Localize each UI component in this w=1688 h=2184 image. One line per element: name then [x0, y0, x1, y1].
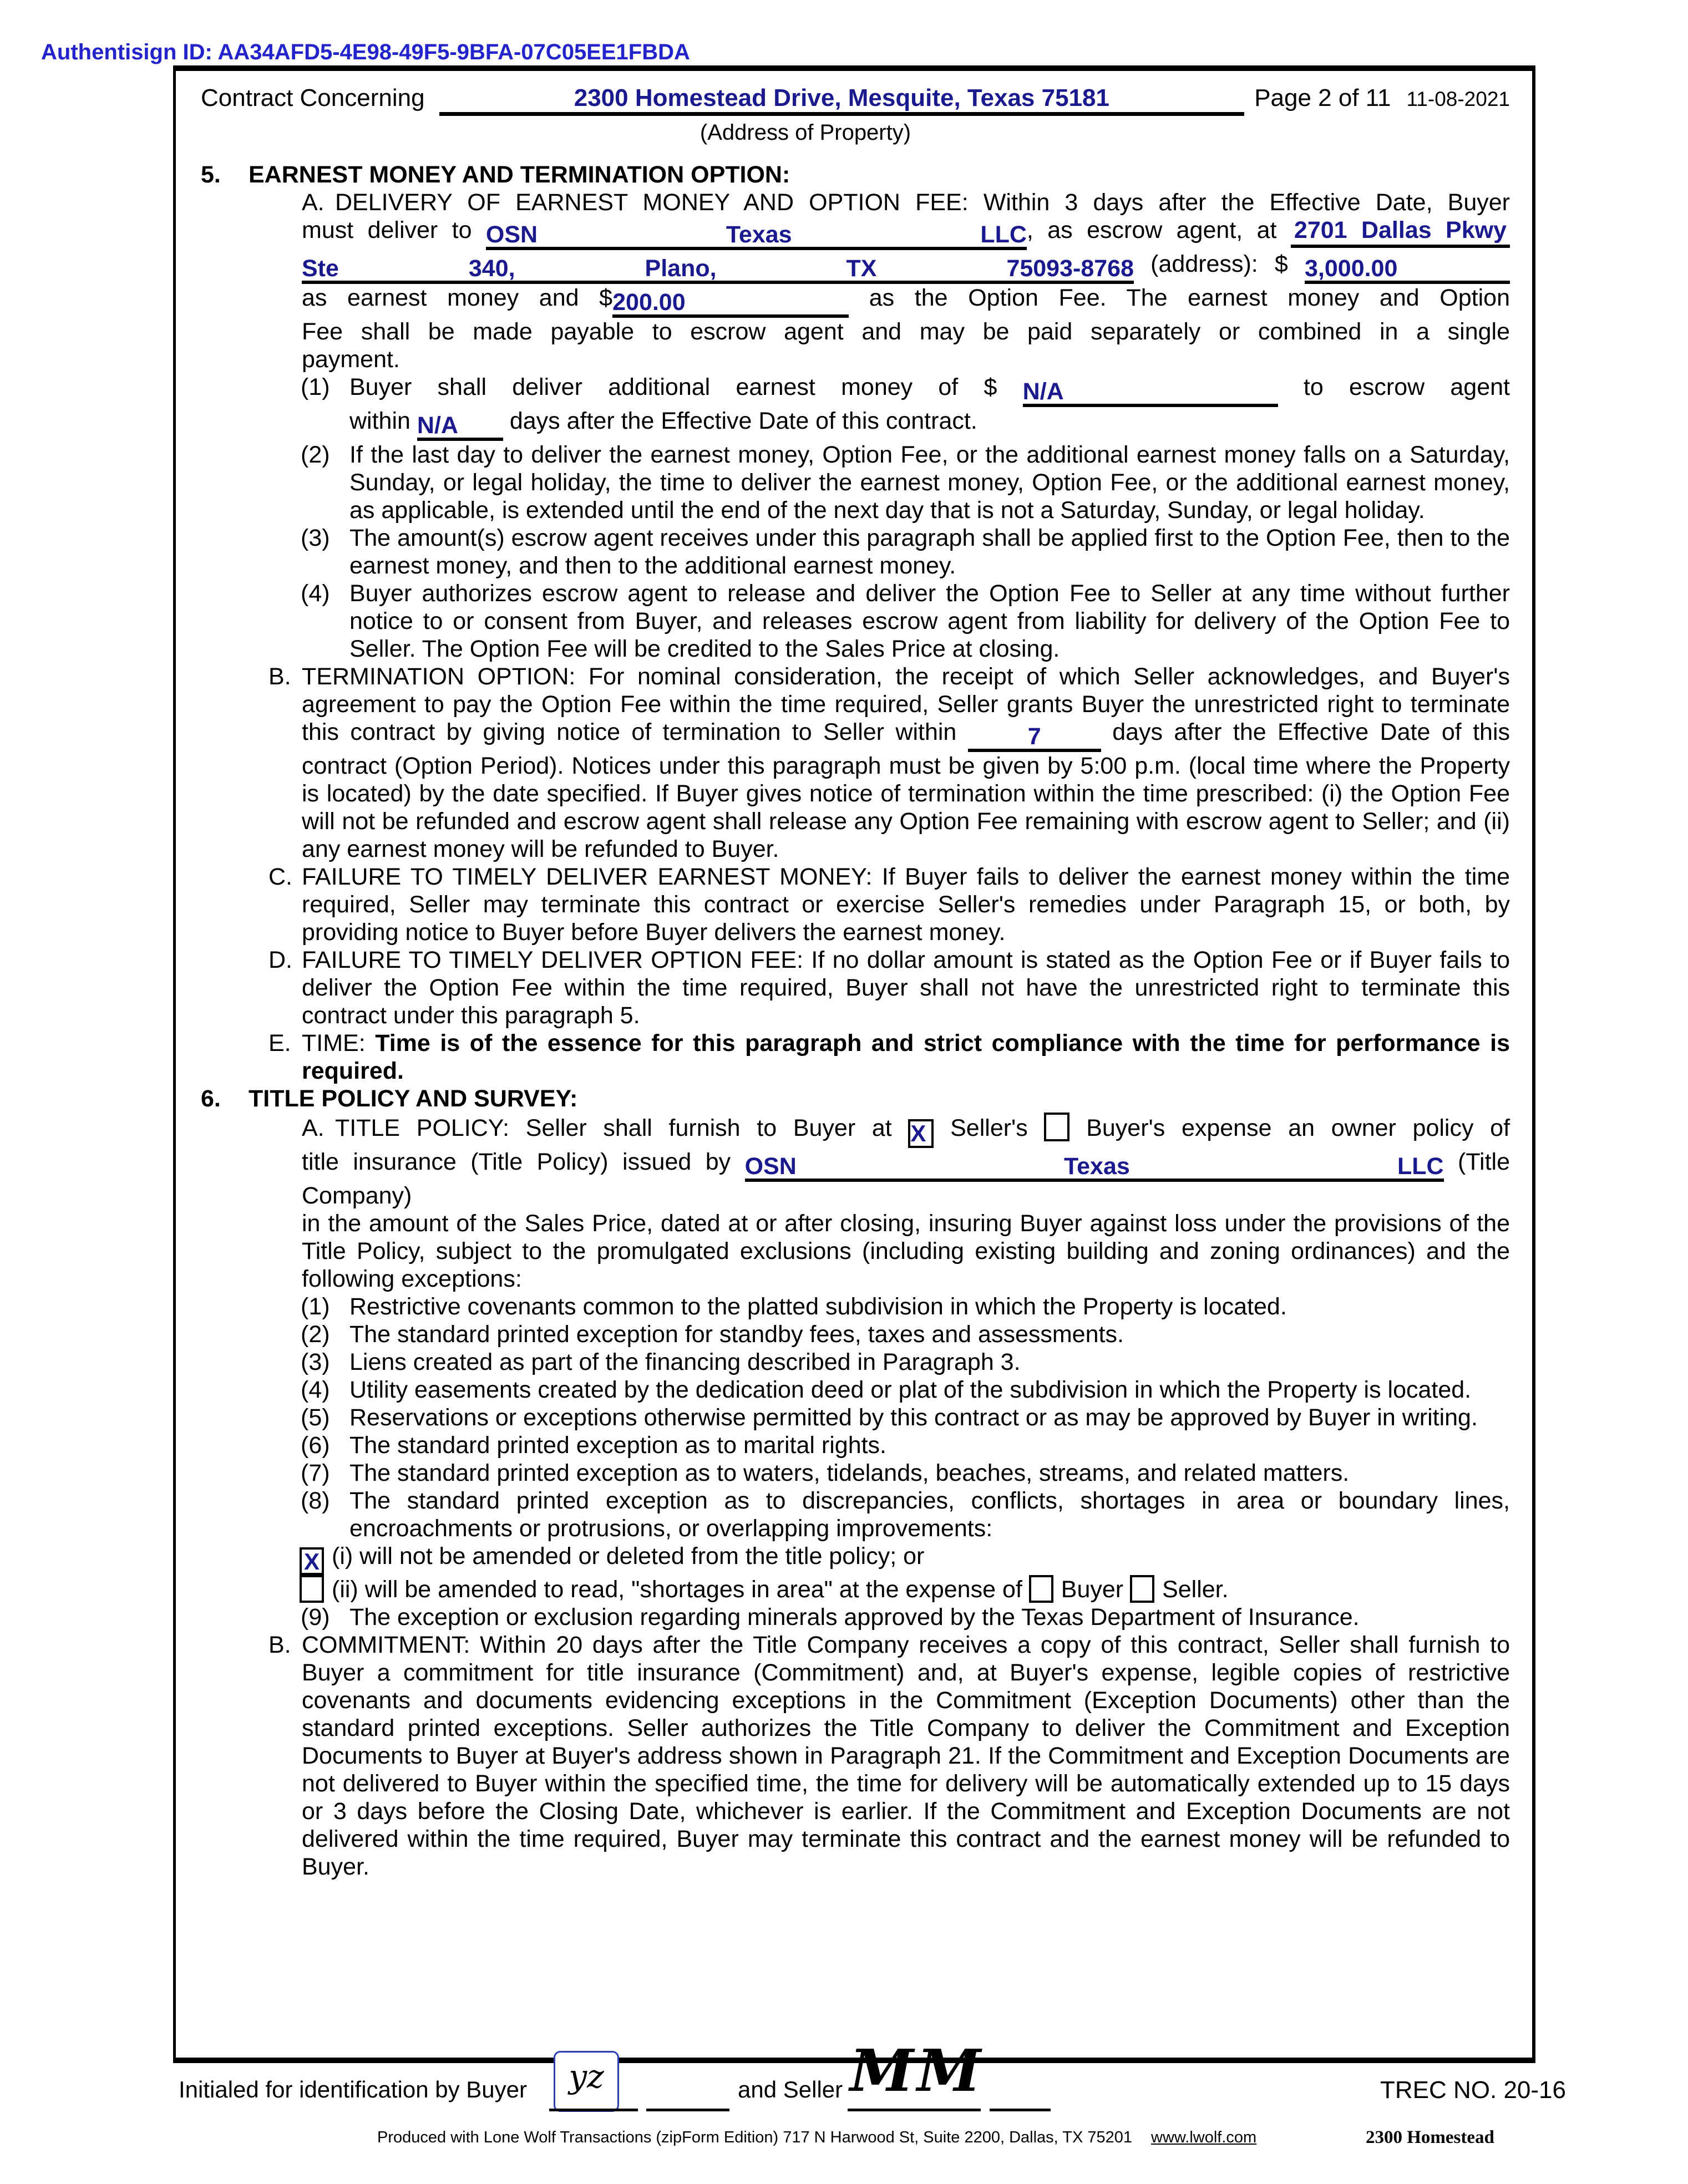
- para-6a-item2: (2) The standard printed exception for standby fees, taxes and assessments.: [301, 1321, 1124, 1348]
- para-5c-text: FAILURE TO TIMELY DELIVER EARNEST MONEY: If Buyer fails to deliver the earnest money within the time required, Seller may terminate this contract or exercise Seller's remedies under Paragraph 15, or both, by providing notice to Buyer before Buyer delivers the earnest money.: [302, 864, 1510, 946]
- 6a-item4-text: Utility easements created by the dedication deed or plat of the subdivision in which the Property is located.: [349, 1377, 1472, 1403]
- para-5b: [201, 663, 1510, 863]
- initialed-line: Initialed for identification by Buyer: [179, 2076, 528, 2102]
- para-5a-line6: payment.: [302, 346, 400, 373]
- checkbox-8ii-buyer[interactable]: [1029, 1575, 1053, 1603]
- 6a-item5-text: Reservations or exceptions otherwise permitted by this contract or as may be approved by Buyer in writing.: [349, 1404, 1478, 1431]
- item8-ii-text: will be amended to read, "shortages in area" at the expense of: [364, 1576, 1022, 1603]
- para-6a-text5: in the amount of the Sales Price, dated at or after closing, insuring Buyer against loss under the provisions of the Title Policy, subject to the promulgated exclusions (including existing building and zoning ordinances) and the following exceptions:: [302, 1210, 1510, 1292]
- buyer-initial-underline-1: [549, 2109, 638, 2111]
- para-6a-label: A.: [302, 1115, 325, 1141]
- earnest-money-amount-field[interactable]: 3,000.00: [1305, 256, 1510, 284]
- seller-initial-underline-1: [848, 2109, 981, 2111]
- additional-earnest-money-field[interactable]: N/A: [1023, 379, 1278, 407]
- para-6b-text: COMMITMENT: Within 20 days after the Title Company receives a copy of this contract, Seller shall furnish to Buyer a commitment for title insurance (Commitment) and, at Buyer's expense, legible copies of restrictive covenants and documents evidencing exceptions in the Commitment (Exception Documents) other than the standard printed exceptions. Seller authorizes the Title Company to deliver the Commitment and Exception Documents to Buyer at Buyer's address shown in Paragraph 21. If the Commitment and Exception Documents are not delivered to Buyer within the specified time, the time for delivery will be automatically extended up to 15 days or 3 days before the Closing Date, whichever is earlier. If the Commitment and Exception Documents are not delivered within the time required, Buyer may terminate this contract and the earnest money will be refunded to Buyer.: [302, 1632, 1510, 1880]
- para-6b: [201, 1631, 1510, 1881]
- item4-number: (4): [301, 580, 330, 607]
- para-6a-item4: (4) Utility easements created by the dedication deed or plat of the subdivision in which the Property is located.: [301, 1377, 1472, 1403]
- para-5b-label: B.: [268, 663, 291, 690]
- address-of-property-caption: (Address of Property): [699, 120, 911, 145]
- para-6a-text1: TITLE POLICY: Seller shall furnish to Buyer at: [335, 1115, 892, 1141]
- item1-text3-pre: within: [349, 408, 410, 434]
- item2-number: (2): [301, 441, 330, 468]
- produced-line: [377, 2129, 1256, 2147]
- item8-i-text: will not be amended or deleted from the title policy; or: [359, 1543, 925, 1570]
- para-6a-item5: (5) Reservations or exceptions otherwise permitted by this contract or as may be approved by Buyer in writing.: [301, 1404, 1478, 1431]
- section-5-number: 5.: [201, 161, 221, 188]
- item8-ii-label: (ii): [332, 1576, 358, 1603]
- title-company-caption: (Title Company): [302, 1149, 1510, 1209]
- section-5-heading: [201, 161, 1510, 189]
- document-reference: 2300 Homestead: [1366, 2127, 1494, 2147]
- buyer-initial-underline-2: [646, 2109, 729, 2111]
- para-5a-item1: [201, 373, 1510, 441]
- date-stamp: 11-08-2021: [1406, 88, 1510, 110]
- 6a-item8-text: The standard printed exception as to discrepancies, conflicts, shortages in area or boundary lines, encroachments or protrusions, or overlapping improvements:: [349, 1487, 1510, 1542]
- item1-number: (1): [301, 374, 330, 400]
- section-5-title: EARNEST MONEY AND TERMINATION OPTION:: [249, 161, 790, 188]
- para-6a-item9: (9) The exception or exclusion regarding minerals approved by the Texas Department of Insurance.: [301, 1604, 1360, 1631]
- item2-text: If the last day to deliver the earnest money, Option Fee, or the additional earnest money falls on a Saturday, Sunday, or legal holiday, the time to deliver the earnest money, Option Fee, or the additional earnest money, as applicable, is extended until the end of the next day that is not a Saturday, Sunday, or legal holiday.: [349, 441, 1510, 524]
- checkbox-8ii[interactable]: [300, 1575, 324, 1603]
- para-6a-text3: title insurance (Title Policy) issued by: [302, 1149, 731, 1175]
- contract-page: [173, 65, 1535, 2063]
- checkbox-8ii-seller[interactable]: [1130, 1575, 1154, 1603]
- para-5e-bold-text: Time is of the essence for this paragraph and strict compliance with the time for performance is required.: [302, 1030, 1510, 1084]
- para-5a-line4-pre: as earnest money and $: [302, 285, 613, 311]
- sellers-expense-label: Seller's: [950, 1115, 1028, 1141]
- 6a-item6-text: The standard printed exception as to marital rights.: [349, 1432, 887, 1459]
- title-company-field[interactable]: OSN Texas LLC: [745, 1154, 1444, 1182]
- 6a-item3-text: Liens created as part of the financing described in Paragraph 3.: [349, 1349, 1021, 1375]
- para-6a: [201, 1113, 1510, 1293]
- escrow-address-line2-field[interactable]: Ste 340, Plano, TX 75093-8768: [302, 256, 1134, 284]
- checkbox-sellers-expense[interactable]: X: [908, 1119, 934, 1148]
- contract-body: [201, 161, 1510, 1881]
- para-5e: [201, 1029, 1510, 1085]
- item8-seller-label: Seller.: [1162, 1576, 1229, 1603]
- seller-initial-underline-2: [990, 2109, 1051, 2111]
- section-6-heading: [201, 1085, 1510, 1113]
- page-number: Page 2 of 11: [1254, 84, 1391, 111]
- property-address-value: 2300 Homestead Drive, Mesquite, Texas 75181: [574, 84, 1109, 111]
- contract-concerning-label: Contract Concerning: [201, 84, 425, 111]
- escrow-agent-field[interactable]: OSN Texas LLC: [486, 222, 1027, 250]
- item3-text: The amount(s) escrow agent receives under this paragraph shall be applied first to the Option Fee, then to the earnest money, and then to the additional earnest money.: [349, 525, 1510, 579]
- authentisign-id: Authentisign ID: AA34AFD5-4E98-49F5-9BFA-07C05EE1FBDA: [41, 40, 690, 64]
- para-6a-item6: (6) The standard printed exception as to marital rights.: [301, 1432, 887, 1459]
- buyer-initials-box[interactable]: [554, 2051, 619, 2112]
- 6a-item2-text: The standard printed exception for standby fees, taxes and assessments.: [349, 1321, 1124, 1348]
- para-5a-item3: [201, 524, 1510, 580]
- para-5a-line1: DELIVERY OF EARNEST MONEY AND OPTION FEE: Within 3 days after the Effective Date, Buyer: [335, 189, 1510, 216]
- 6a-item9-text: The exception or exclusion regarding minerals approved by the Texas Department of Insurance.: [349, 1604, 1360, 1631]
- item1-text2: to escrow agent: [1303, 374, 1510, 400]
- checkbox-buyers-expense[interactable]: [1044, 1113, 1069, 1141]
- produced-text: Produced with Lone Wolf Transactions (zipForm Edition) 717 N Harwood St, Suite 2200, Dallas, TX 75201: [377, 2129, 1133, 2146]
- 6a-item7-text: The standard printed exception as to waters, tidelands, beaches, streams, and related matters.: [349, 1460, 1350, 1486]
- para-5c: [201, 863, 1510, 946]
- item8-buyer-label: Buyer: [1061, 1576, 1124, 1603]
- para-5d-text: FAILURE TO TIMELY DELIVER OPTION FEE: If no dollar amount is stated as the Option Fee or if Buyer fails to deliver the Option Fee within the time required, Buyer shall not have the unrestricted right to terminate this contract under this paragraph 5.: [302, 947, 1510, 1029]
- checkbox-8i[interactable]: X: [300, 1547, 324, 1575]
- buyer-initials: yz: [569, 2058, 604, 2095]
- option-period-days-field[interactable]: 7: [968, 724, 1101, 752]
- section-6-title: TITLE POLICY AND SURVEY:: [249, 1085, 578, 1112]
- item4-text: Buyer authorizes escrow agent to release and deliver the Option Fee to Seller at any time without further notice to or consent from Buyer, and releases escrow agent from liability for delivery of the Option Fee to Seller. The Option Fee will be credited to the Sales Price at closing.: [349, 580, 1510, 662]
- para-5c-label: C.: [268, 864, 292, 890]
- para-6a-item3: (3) Liens created as part of the financing described in Paragraph 3.: [301, 1349, 1021, 1375]
- para-5a-label: A.: [302, 189, 325, 216]
- para-5b-text1: TERMINATION OPTION: For nominal consideration, the receipt of which Seller acknowledges, and Buyer's agreement to pay the Option Fee within the time required, Seller grants Buyer the unrestricted right to terminate this contract by giving notice of termination to Seller within: [302, 663, 1510, 745]
- item1-text1: Buyer shall deliver additional earnest money of $: [349, 374, 997, 400]
- para-5d-label: D.: [268, 947, 292, 973]
- para-5a-line2-mid: , as escrow agent, at: [1026, 217, 1277, 243]
- para-5a-item2: [201, 441, 1510, 524]
- section-6-number: 6.: [201, 1085, 221, 1112]
- item3-number: (3): [301, 525, 330, 551]
- additional-earnest-days-field[interactable]: N/A: [417, 413, 503, 441]
- buyers-expense-label: Buyer's: [1086, 1115, 1165, 1141]
- para-5a-line2-pre: must deliver to: [302, 217, 472, 243]
- 6a-item1-text: Restrictive covenants common to the platted subdivision in which the Property is located.: [349, 1293, 1287, 1320]
- para-5d: [201, 946, 1510, 1029]
- para-6a-item1: (1) Restrictive covenants common to the platted subdivision in which the Property is located.: [301, 1293, 1287, 1320]
- trec-number: TREC NO. 20-16: [1380, 2076, 1566, 2104]
- item8-option-ii: [201, 1575, 1510, 1603]
- para-5a-line4-post: as the Option Fee. The earnest money and Option: [869, 285, 1510, 311]
- item1-text3-post: days after the Effective Date of this contract.: [509, 408, 977, 434]
- escrow-address-line1-field[interactable]: 2701 Dallas Pkwy: [1291, 217, 1510, 248]
- item8-i-label: (i): [332, 1543, 353, 1570]
- para-6b-label: B.: [268, 1632, 291, 1658]
- para-5e-time-label: TIME:: [302, 1030, 366, 1057]
- para-5a-line3-mid: (address): $: [1150, 251, 1288, 277]
- para-5e-label: E.: [268, 1030, 291, 1057]
- property-address-blank[interactable]: [439, 84, 1245, 116]
- para-6a-item8: (8) The standard printed exception as to discrepancies, conflicts, shortages in area or boundary lines, encroachments or protrusions, or overlapping improvements:: [301, 1487, 1510, 1542]
- para-5a-line5: Fee shall be made payable to escrow agent and may be paid separately or combined in a single: [302, 318, 1510, 345]
- page-header: [201, 84, 1510, 116]
- para-5a: [201, 189, 1510, 373]
- option-fee-amount-field[interactable]: 200.00: [612, 290, 849, 318]
- para-5a-item4: [201, 580, 1510, 663]
- para-5b-text2: days after the Effective Date of this contract (Option Period). Notices under this paragraph must be given by 5:00 p.m. (local time where the Property is located) by the date specified. If Buyer gives notice of termination within the time prescribed: (i) the Option Fee will not be refunded and escrow agent shall release any Option Fee remaining with escrow agent to Seller; and (ii) any earnest money will be refunded to Buyer.: [302, 719, 1510, 862]
- lwolf-link[interactable]: www.lwolf.com: [1151, 2129, 1257, 2146]
- seller-initials[interactable]: MM: [850, 2036, 985, 2105]
- item8-option-i: [201, 1542, 1510, 1575]
- and-seller-label: and Seller: [738, 2076, 843, 2102]
- para-6a-text2: expense an owner policy of: [1181, 1115, 1510, 1141]
- para-6a-item7: (7) The standard printed exception as to waters, tidelands, beaches, streams, and related matters.: [301, 1460, 1350, 1486]
